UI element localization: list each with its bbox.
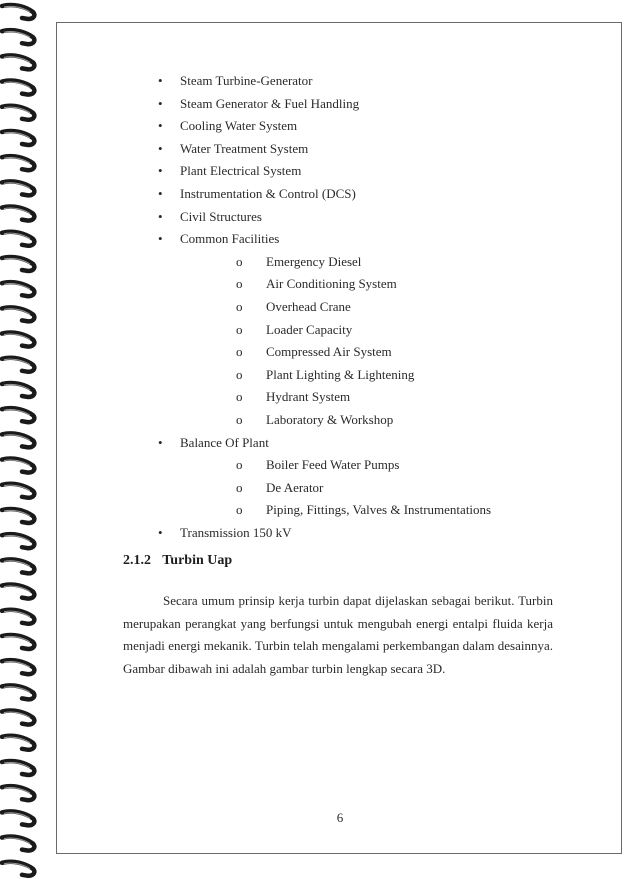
sub-list-item <box>180 409 570 432</box>
binding-coil <box>2 761 34 775</box>
binding-coil <box>2 837 34 851</box>
binding-coil <box>2 333 34 347</box>
section-number: 2.1.2 <box>123 553 151 568</box>
list-item-text: Steam Generator & Fuel Handling <box>180 95 360 111</box>
list-item <box>150 228 570 431</box>
bullet-icon: • <box>158 231 163 247</box>
bullet-icon: • <box>158 73 163 88</box>
page-number: 6 <box>336 810 344 825</box>
list-item <box>150 206 570 229</box>
list-item-text: Instrumentation & Control (DCS) <box>180 185 356 201</box>
sub-list-item-text: De Aerator <box>266 479 324 495</box>
sub-list-item-text: Boiler Feed Water Pumps <box>266 457 400 473</box>
binding-coil <box>2 559 34 573</box>
binding-coil <box>2 232 34 246</box>
section-title: Turbin Uap <box>162 553 233 568</box>
sub-list-item <box>180 251 570 274</box>
binding-coil <box>2 307 34 321</box>
list-item-text: Civil Structures <box>180 208 262 224</box>
circle-bullet-icon: o <box>236 276 243 292</box>
binding-coil <box>2 156 34 170</box>
section-heading <box>123 553 232 569</box>
sub-list-item <box>180 319 570 342</box>
bullet-icon: • <box>158 208 163 224</box>
binding-coil <box>2 484 34 498</box>
binding-coil <box>2 5 34 19</box>
bullet-icon: • <box>158 434 163 450</box>
component-list <box>150 70 570 544</box>
binding-coil <box>2 358 34 372</box>
sub-list-item-text: Laboratory & Workshop <box>266 411 394 427</box>
binding-coil <box>2 685 34 699</box>
binding-coil <box>2 660 34 674</box>
sub-list-item-text: Air Conditioning System <box>266 276 397 292</box>
list-item <box>150 138 570 161</box>
sub-list-item-text: Hydrant System <box>266 389 351 405</box>
circle-bullet-icon: o <box>236 389 243 405</box>
list-item <box>150 93 570 116</box>
binding-coil <box>2 534 34 548</box>
list-item-text: Common Facilities <box>180 231 280 247</box>
bullet-icon: • <box>158 185 163 201</box>
binding-coil <box>2 30 34 44</box>
sub-list-item-text: Plant Lighting & Lightening <box>266 366 415 382</box>
list-item-text: Steam Turbine-Generator <box>180 73 313 88</box>
circle-bullet-icon: o <box>236 366 243 382</box>
bullet-icon: • <box>158 118 163 134</box>
spiral-binding <box>0 0 40 879</box>
binding-coil <box>2 408 34 422</box>
sub-list-item <box>180 273 570 296</box>
circle-bullet-icon: o <box>236 253 243 269</box>
list-item-text: Water Treatment System <box>180 140 309 156</box>
binding-coil <box>2 106 34 120</box>
circle-bullet-icon: o <box>236 344 243 360</box>
list-item-text: Cooling Water System <box>180 118 298 134</box>
binding-coil <box>2 282 34 296</box>
sub-list-item <box>180 296 570 319</box>
list-item <box>150 432 570 522</box>
list-item <box>150 522 570 545</box>
bullet-icon: • <box>158 163 163 179</box>
bullet-icon: • <box>158 140 163 156</box>
circle-bullet-icon: o <box>236 502 243 518</box>
list-item-text: Transmission 150 kV <box>180 524 292 540</box>
binding-coil <box>2 509 34 523</box>
binding-coil <box>2 736 34 750</box>
binding-coil <box>2 383 34 397</box>
binding-coil <box>2 811 34 825</box>
sub-list-item-text: Overhead Crane <box>266 298 351 314</box>
binding-coil <box>2 786 34 800</box>
list-item <box>150 183 570 206</box>
binding-coil <box>2 257 34 271</box>
list-item-text: Balance Of Plant <box>180 434 269 450</box>
circle-bullet-icon: o <box>236 479 243 495</box>
binding-coil <box>2 711 34 725</box>
circle-bullet-icon: o <box>236 457 243 473</box>
binding-coil <box>2 635 34 649</box>
list-item <box>150 160 570 183</box>
binding-coil <box>2 862 34 876</box>
circle-bullet-icon: o <box>236 411 243 427</box>
list-item-text: Plant Electrical System <box>180 163 302 179</box>
sub-list-item <box>180 364 570 387</box>
sub-list-item-text: Piping, Fittings, Valves & Instrumentations <box>266 502 492 518</box>
binding-coil <box>2 610 34 624</box>
bullet-icon: • <box>158 524 163 540</box>
binding-coil <box>2 585 34 599</box>
list-item <box>150 70 570 93</box>
bullet-icon: • <box>158 95 163 111</box>
sub-list <box>180 454 570 522</box>
sub-list-item <box>180 386 570 409</box>
sub-list-item-text: Compressed Air System <box>266 344 392 360</box>
binding-coil <box>2 207 34 221</box>
list-item <box>150 115 570 138</box>
sub-list-item <box>180 499 570 522</box>
sub-list <box>180 251 570 432</box>
binding-coil <box>2 131 34 145</box>
body-paragraph: Secara umum prinsip kerja turbin dapat dijelaskan sebagai berikut. Turbin merupakan perangkat yang berfungsi untuk mengubah energi entalpi fluida kerja menjadi energi mekanik. Turbin telah mengalami perkembangan dalam desainnya. Gambar dibawah ini adalah gambar turbin lengkap secara 3D. <box>123 593 553 676</box>
sub-list-item <box>180 477 570 500</box>
binding-coil <box>2 55 34 69</box>
sub-list-item-text: Loader Capacity <box>266 321 353 337</box>
binding-coil <box>2 181 34 195</box>
binding-coil <box>2 81 34 95</box>
circle-bullet-icon: o <box>236 298 243 314</box>
circle-bullet-icon: o <box>236 321 243 337</box>
sub-list-item <box>180 454 570 477</box>
binding-coil <box>2 433 34 447</box>
sub-list-item-text: Emergency Diesel <box>266 253 362 269</box>
binding-coil <box>2 459 34 473</box>
sub-list-item <box>180 341 570 364</box>
